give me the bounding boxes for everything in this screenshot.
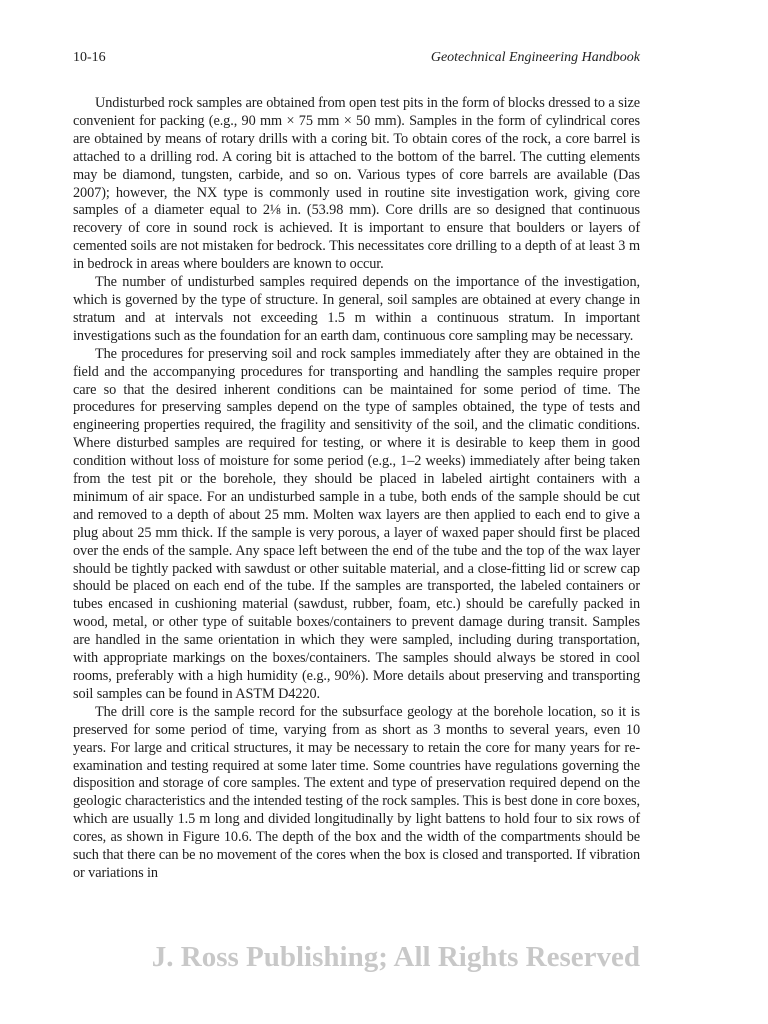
copyright-watermark: J. Ross Publishing; All Rights Reserved	[151, 941, 640, 973]
body-text	[73, 95, 640, 883]
page-number: 10-16	[73, 50, 106, 65]
paragraph: The number of undisturbed samples required depends on the importance of the investigation, which is governed by the type of structure. In general, soil samples are obtained at every change in stratum and at intervals not exceeding 1.5 m within a continuous stratum. In important investigations such as the foundation for an earth dam, continuous core sampling may be necessary.	[73, 274, 640, 344]
paragraph: The drill core is the sample record for the subsurface geology at the borehole location, so it is preserved for some period of time, varying from as short as 3 months to several years, even 10 years. For large and critical structures, it may be necessary to retain the core for many years for re-examination and testing required at some later time. Some countries have regulations governing the disposition and storage of core samples. The extent and type of preservation required depend on the geologic characteristics and the intended testing of the rock samples. This is best done in core boxes, which are usually 1.5 m long and divided longitudinally by light battens to hold four to six rows of cores, as shown in Figure 10.6. The depth of the box and the width of the compartments should be such that there can be no movement of the cores when the box is closed and transported. If vibration or variations in	[73, 703, 640, 881]
paragraph: The procedures for preserving soil and rock samples immediately after they are obtained in the field and the accompanying procedures for transporting and handling the samples require proper care so that the desired inherent conditions can be maintained for some period of time. The procedures for preserving samples depend on the type of samples obtained, the type of tests and engineering properties required, the fragility and sensitivity of the soil, and the climatic conditions. Where disturbed samples are required for testing, or where it is desirable to keep them in good condition without loss of moisture for some period (e.g., 1–2 weeks) immediately after being taken from the test pit or the borehole, they should be placed in labeled airtight containers with a minimum of air space. For an undisturbed sample in a tube, both ends of the sample should be cut and removed to a depth of about 25 mm. Molten wax layers are then applied to each end to give a plug about 25 mm thick. If the sample is very porous, a layer of waxed paper should first be placed over the ends of the sample. Any space left between the end of the tube and the top of the wax layer should be tightly packed with sawdust or other suitable material, and a close-fitting lid or screw cap should be placed on each end of the tube. If the samples are transported, the labeled containers or tubes encased in cushioning material (sawdust, rubber, foam, etc.) should be carefully packed in wood, metal, or other type of suitable boxes/containers to prevent damage during transit. Samples are handled in the same orientation in which they were sampled, including during transportation, with appropriate markings on the boxes/containers. The samples should always be stored in cool rooms, preferably with a high humidity (e.g., 90%). More details about preserving and transporting soil samples can be found in ASTM D4220.	[73, 345, 640, 702]
running-title: Geotechnical Engineering Handbook	[430, 50, 640, 65]
paragraph: Undisturbed rock samples are obtained from open test pits in the form of blocks dressed to a size convenient for packing (e.g., 90 mm × 75 mm × 50 mm). Samples in the form of cylindrical cores are obtained by means of rotary drills with a coring bit. To obtain cores of the rock, a core barrel is attached to a drilling rod. A coring bit is attached to the bottom of the barrel. The cutting elements may be diamond, tungsten, carbide, and so on. Various types of core barrels are available (Das 2007); however, the NX type is commonly used in routine site investigation work, giving core samples of a diameter equal to 2⅛ in. (53.98 mm). Core drills are so designed that continuous recovery of core in sound rock is achieved. It is important to ensure that boulders or layers of cemented soils are not mistaken for bedrock. This necessitates core drilling to a depth of at least 3 m in bedrock in areas where boulders are known to occur.	[73, 95, 640, 273]
page-header	[73, 48, 640, 68]
